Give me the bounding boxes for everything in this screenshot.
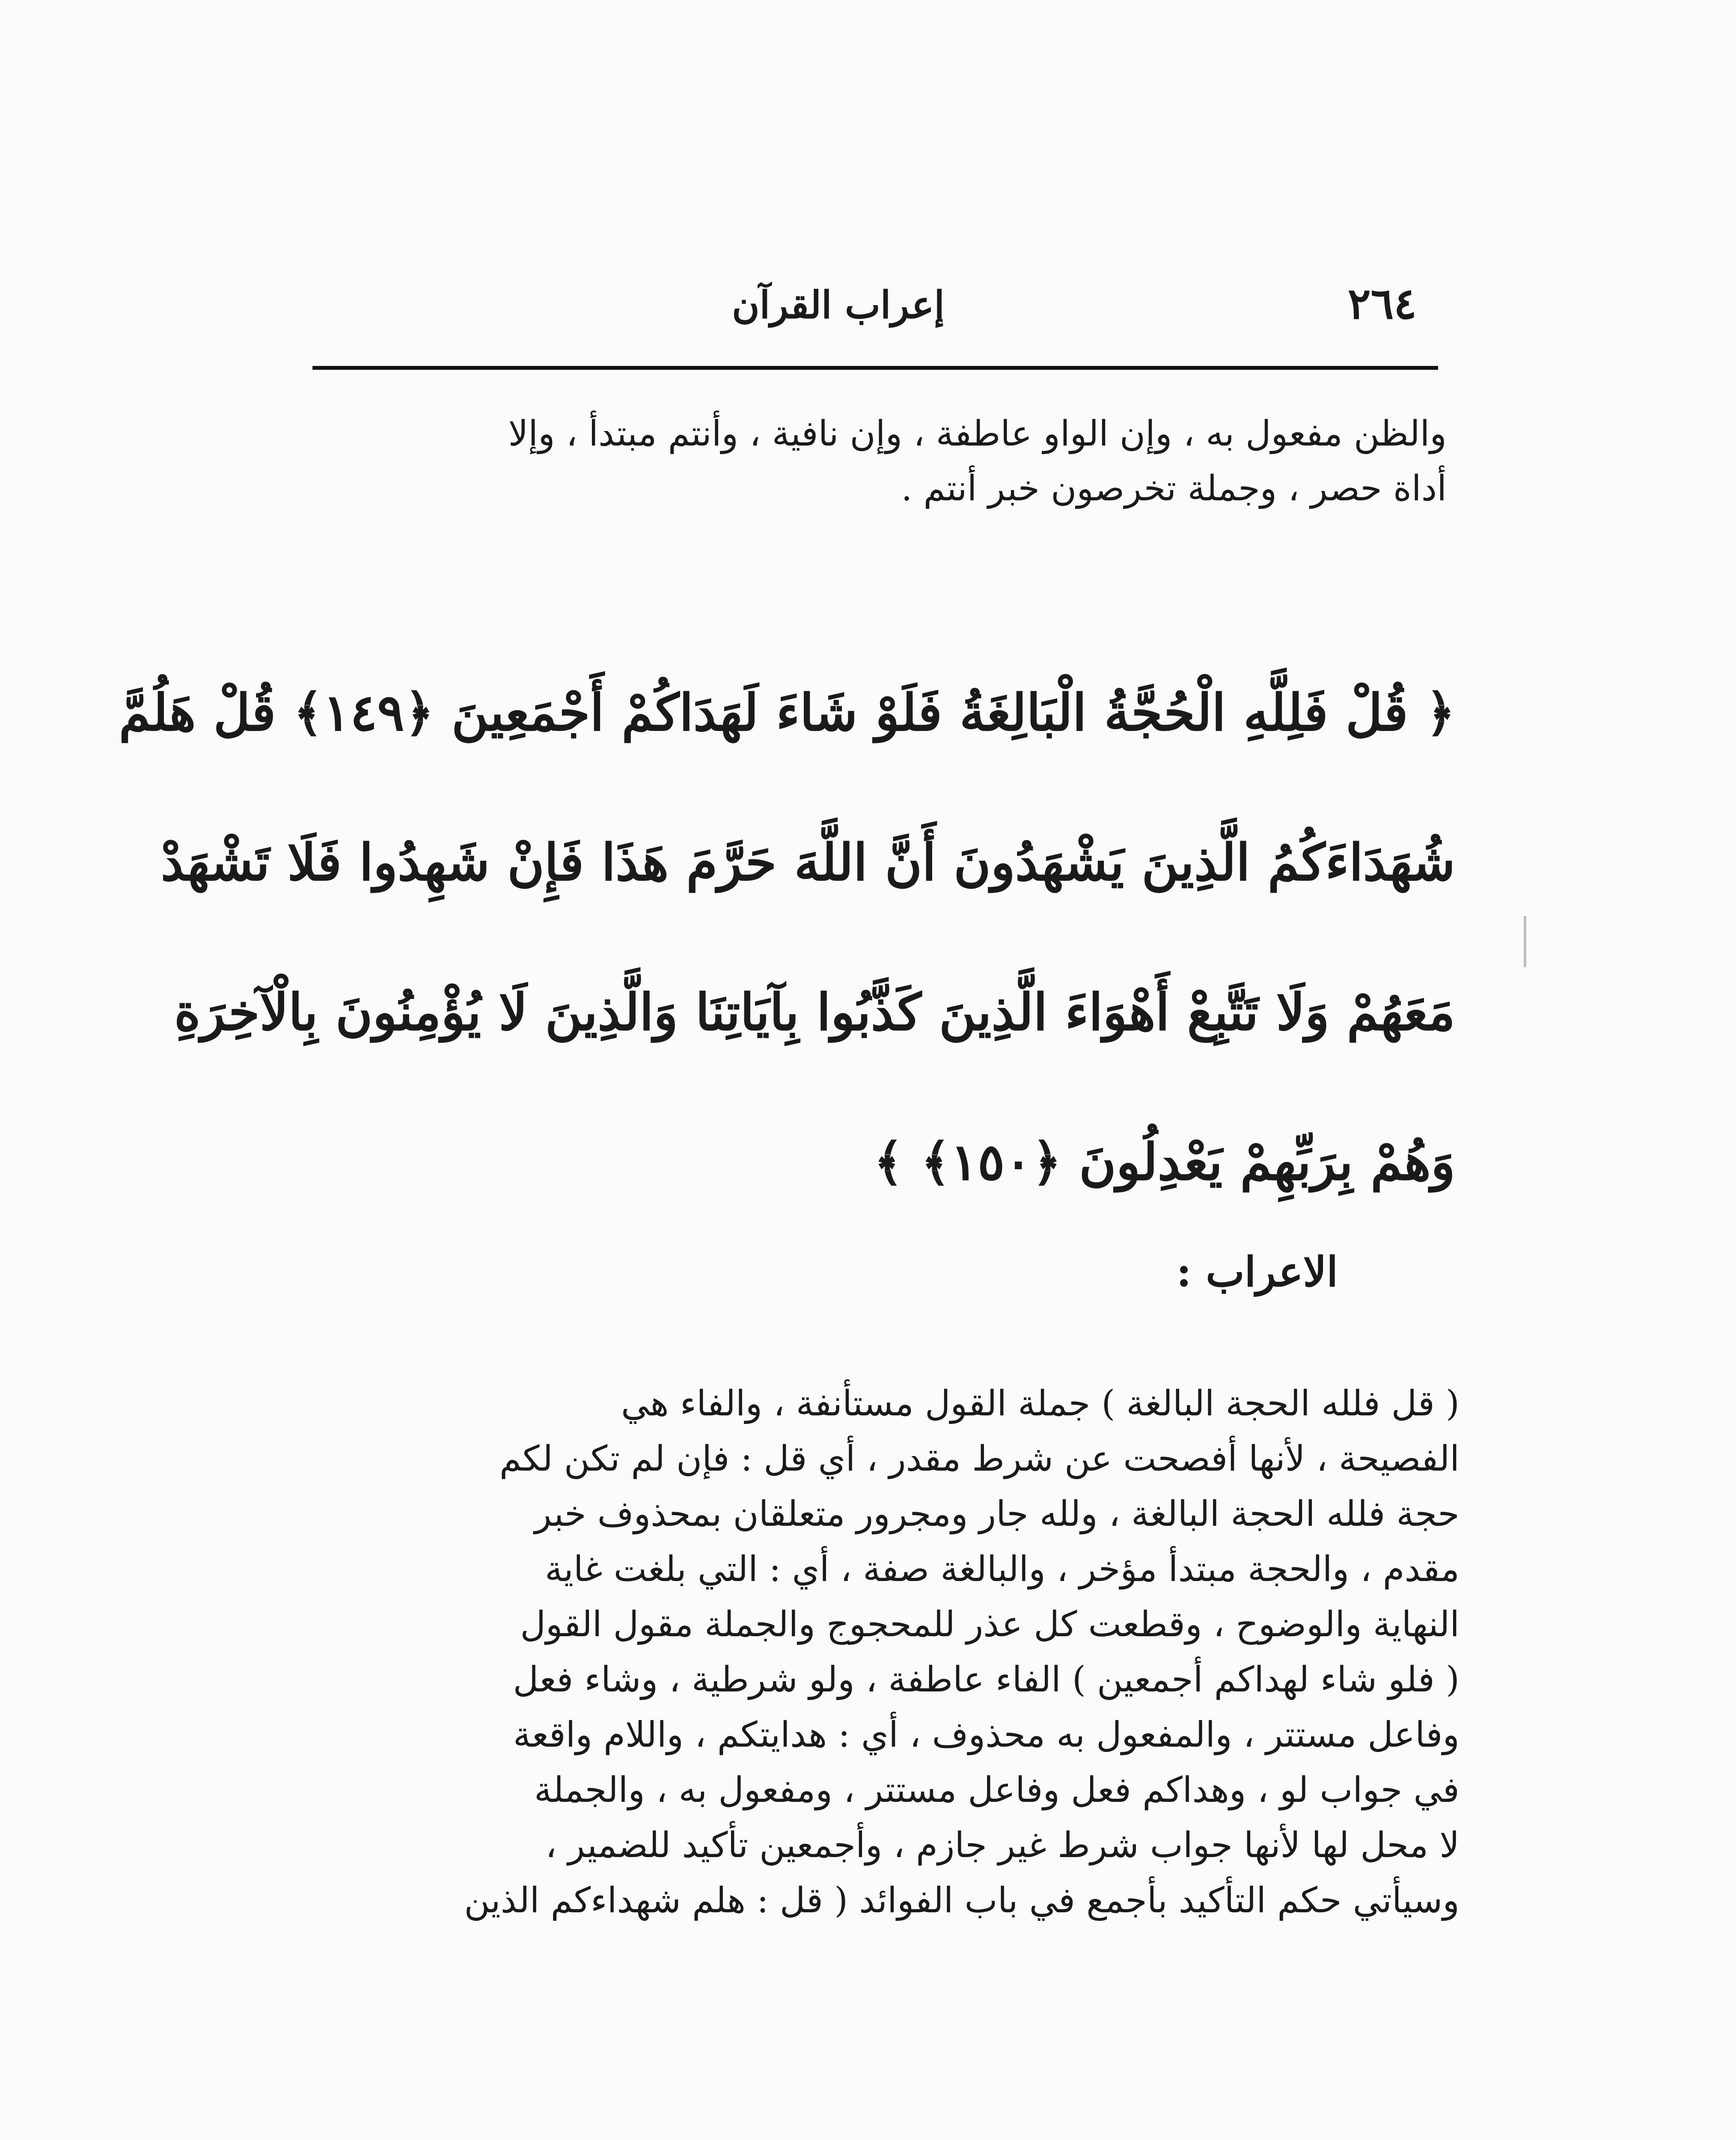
commentary-line: في جواب لو ، وهداكم فعل وفاعل مستتر ، ومفعول به ، والجملة xyxy=(534,1770,1460,1810)
verse-line: ﴿ قُلْ فَلِلَّهِ الْحُجَّةُ الْبَالِغَةُ فَلَوْ شَاءَ لَهَدَاكُمْ أَجْمَعِينَ ﴿١٤٩﴾ قُلْ هَلُمَّ xyxy=(119,683,1455,742)
verse-line: شُهَدَاءَكُمُ الَّذِينَ يَشْهَدُونَ أَنَّ اللَّهَ حَرَّمَ هَذَا فَإِنْ شَهِدُوا فَلَا تَشْهَدْ xyxy=(161,832,1455,892)
commentary-line: ( قل فلله الحجة البالغة ) جملة القول مستأنفة ، والفاء هي xyxy=(621,1383,1460,1424)
header-rule xyxy=(312,366,1438,370)
commentary-line: حجة فلله الحجة البالغة ، ولله جار ومجرور متعلقان بمحذوف خبر xyxy=(534,1494,1460,1534)
page-header xyxy=(312,274,1434,347)
verse-line: مَعَهُمْ وَلَا تَتَّبِعْ أَهْوَاءَ الَّذِينَ كَذَّبُوا بِآيَاتِنَا وَالَّذِينَ لَا يُؤْمِنُونَ بِالْآخِرَةِ xyxy=(174,982,1455,1042)
commentary-line: الفصيحة ، لأنها أفصحت عن شرط مقدر ، أي قل : فإن لم تكن لكم xyxy=(499,1439,1460,1479)
verse-line: وَهُمْ بِرَبِّهِمْ يَعْدِلُونَ ﴿١٥٠﴾ ﴾ xyxy=(874,1132,1455,1192)
commentary-line: ( فلو شاء لهداكم أجمعين ) الفاء عاطفة ، ولو شرطية ، وشاء فعل xyxy=(513,1659,1460,1700)
scan-margin-mark xyxy=(1524,916,1526,967)
commentary-line: مقدم ، والحجة مبتدأ مؤخر ، والبالغة صفة ، أي : التي بلغت غاية xyxy=(545,1549,1460,1590)
commentary-line: النهاية والوضوح ، وقطعت كل عذر للمحجوج والجملة مقول القول xyxy=(520,1604,1460,1645)
running-title: إعراب القرآن xyxy=(732,282,945,327)
intro-line: أداة حصر ، وجملة تخرصون خبر أنتم . xyxy=(901,468,1447,509)
intro-line: والظن مفعول به ، وإن الواو عاطفة ، وإن نافية ، وأنتم مبتدأ ، وإلا xyxy=(508,413,1447,454)
commentary-paragraph xyxy=(295,1376,1460,1928)
commentary-line: وفاعل مستتر ، والمفعول به محذوف ، أي : هدايتكم ، واللام واقعة xyxy=(513,1715,1460,1755)
section-heading: الاعراب : xyxy=(1176,1248,1338,1296)
quran-verse xyxy=(119,638,1455,1237)
commentary-line: وسيأتي حكم التأكيد بأجمع في باب الفوائد ( قل : هلم شهداءكم الذين xyxy=(464,1880,1460,1921)
page-number: ٢٦٤ xyxy=(1347,278,1417,329)
commentary-line: لا محل لها لأنها جواب شرط غير جازم ، وأجمعين تأكيد للضمير ، xyxy=(545,1825,1460,1866)
intro-paragraph xyxy=(282,407,1447,516)
